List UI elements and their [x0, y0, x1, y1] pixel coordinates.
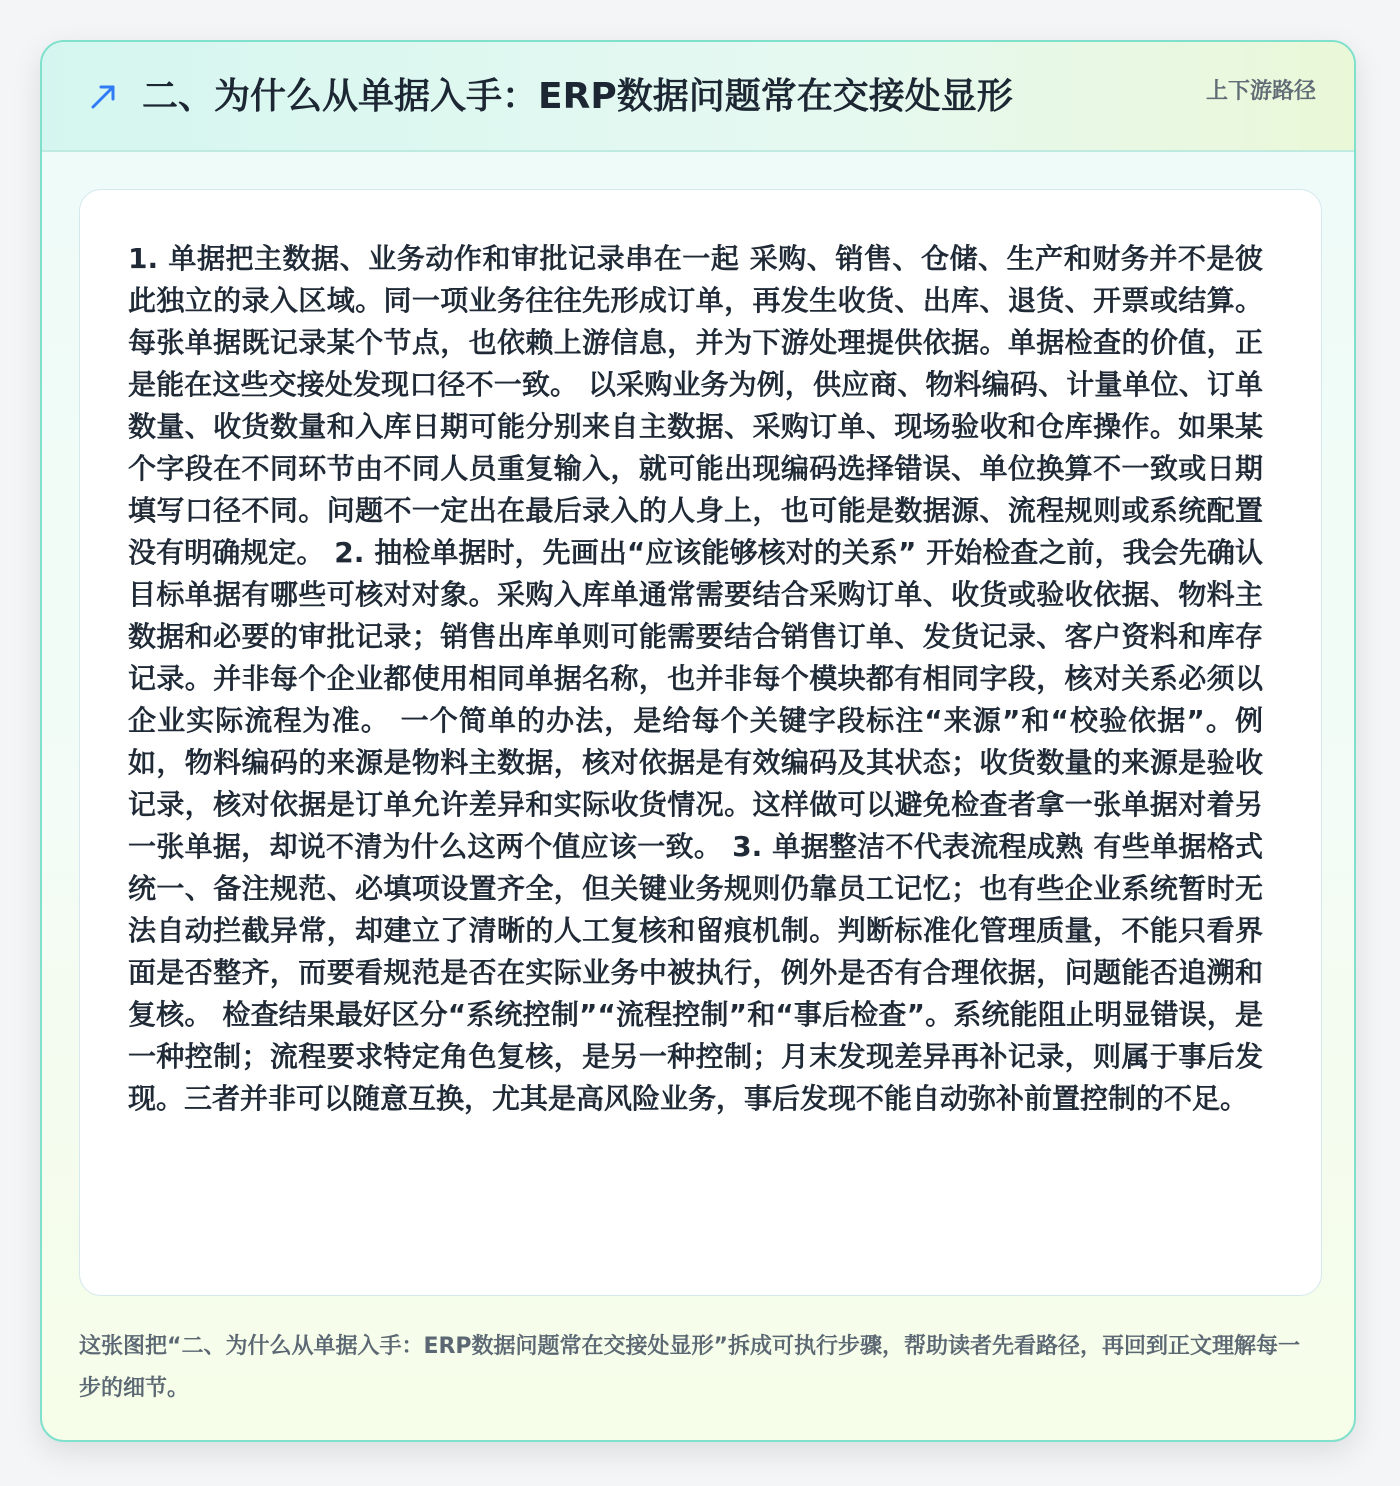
card-header	[42, 42, 1354, 152]
figure-card	[40, 40, 1356, 1442]
arrow-up-right-icon	[88, 80, 120, 112]
content-panel	[79, 189, 1322, 1296]
body-text: 1. 单据把主数据、业务动作和审批记录串在一起 采购、销售、仓储、生产和财务并不是彼此独立的录入区域。同一项业务往往先形成订单，再发生收货、出库、退货、开票或结算。每张单据既记录某个节点，也依赖上游信息，并为下游处理提供依据。单据检查的价值，正是能在这些交接处发现口径不一致。 以采购业务为例，供应商、物料编码、计量单位、订单数量、收货数量和入库日期可能分别来自主数据、采购订单、现场验收和仓库操作。如果某个字段在不同环节由不同人员重复输入，就可能出现编码选择错误、单位换算不一致或日期填写口径不同。问题不一定出在最后录入的人身上，也可能是数据源、流程规则或系统配置没有明确规定。 2. 抽检单据时，先画出“应该能够核对的关系” 开始检查之前，我会先确认目标单据有哪些可核对对象。采购入库单通常需要结合采购订单、收货或验收依据、物料主数据和必要的审批记录；销售出库单则可能需要结合销售订单、发货记录、客户资料和库存记录。并非每个企业都使用相同单据名称，也并非每个模块都有相同字段，核对关系必须以企业实际流程为准。 一个简单的办法，是给每个关键字段标注“来源”和“校验依据”。例如，物料编码的来源是物料主数据，核对依据是有效编码及其状态；收货数量的来源是验收记录，核对依据是订单允许差异和实际收货情况。这样做可以避免检查者拿一张单据对着另一张单据，却说不清为什么这两个值应该一致。 3. 单据整洁不代表流程成熟 有些单据格式统一、备注规范、必填项设置齐全，但关键业务规则仍靠员工记忆；也有些企业系统暂时无法自动拦截异常，却建立了清晰的人工复核和留痕机制。判断标准化管理质量，不能只看界面是否整齐，而要看规范是否在实际业务中被执行，例外是否有合理依据，问题能否追溯和复核。 检查结果最好区分“系统控制”“流程控制”和“事后检查”。系统能阻止明显错误，是一种控制；流程要求特定角色复核，是另一种控制；月末发现差异再补记录，则属于事后发现。三者并非可以随意互换，尤其是高风险业务，事后发现不能自动弥补前置控制的不足。	[128, 242, 1263, 1115]
section-title: 二、为什么从单据入手：ERP数据问题常在交接处显形	[142, 76, 1013, 117]
figure-caption: 这张图把“二、为什么从单据入手：ERP数据问题常在交接处显形”拆成可执行步骤，帮助读者先看路径，再回到正文理解每一步的细节。	[79, 1334, 1301, 1401]
path-tag: 上下游路径	[1205, 79, 1316, 104]
